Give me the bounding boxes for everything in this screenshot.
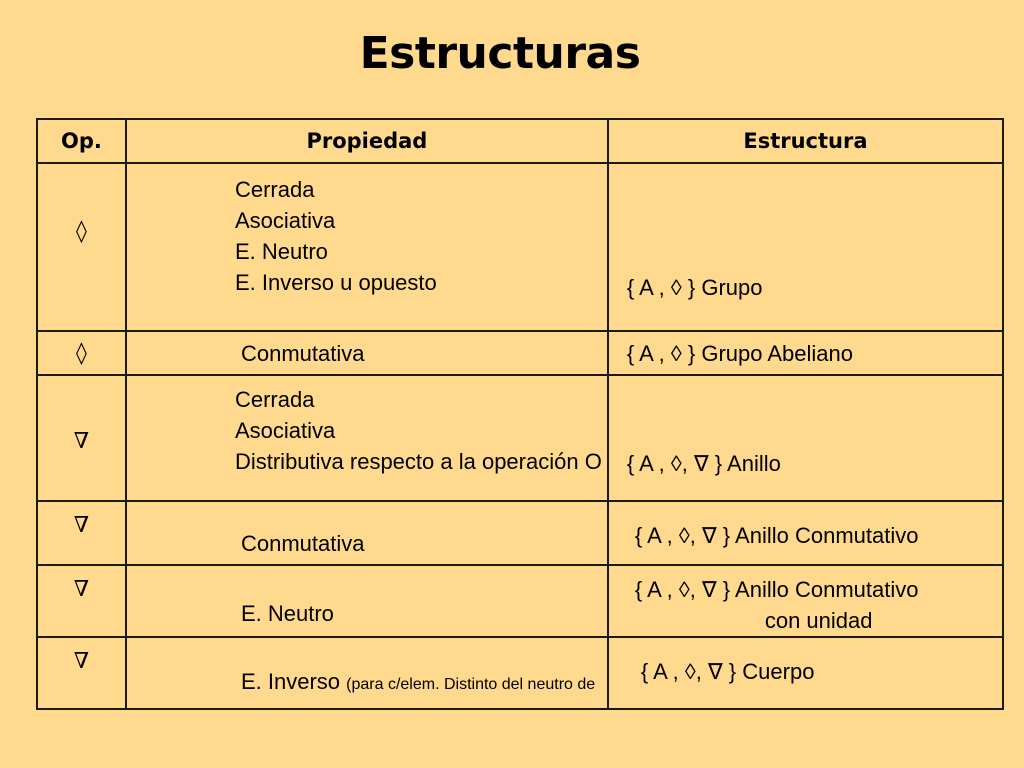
table-row (37, 565, 1003, 637)
table-row (37, 501, 1003, 565)
propiedad-cell (126, 501, 608, 565)
op-cell (37, 163, 126, 331)
structure-text: { A , ◊ } Grupo (626, 275, 763, 300)
operation-symbol: ∇ (73, 649, 90, 674)
property-text: Cerrada (234, 177, 315, 202)
table-row (37, 637, 1003, 709)
propiedad-cell (126, 637, 608, 709)
property-text: E. Neutro (234, 239, 328, 264)
property-text: E. Inverso (240, 669, 341, 694)
structure-text: con unidad (764, 608, 873, 633)
table-row (37, 375, 1003, 501)
table-header-row (37, 119, 1003, 163)
estructura-cell (608, 331, 1003, 375)
header-propiedad: Propiedad (126, 119, 608, 163)
propiedad-cell (126, 375, 608, 501)
table-row (37, 331, 1003, 375)
table-row (37, 163, 1003, 331)
estructura-cell (608, 637, 1003, 709)
op-cell (37, 375, 126, 501)
property-note: (para c/elem. Distinto del neutro de (346, 676, 596, 693)
property-text: Distributiva respecto a la operación O (234, 449, 602, 474)
estructura-cell (608, 565, 1003, 637)
property-text: Conmutativa (240, 341, 365, 366)
operation-symbol: ◊ (76, 219, 87, 244)
page-title: Estructuras (359, 28, 641, 79)
property-text: E. Neutro (240, 601, 334, 626)
structures-table (36, 118, 1004, 710)
estructura-cell (608, 375, 1003, 501)
op-cell (37, 501, 126, 565)
op-cell (37, 637, 126, 709)
estructura-cell (608, 501, 1003, 565)
propiedad-cell (126, 565, 608, 637)
property-text: Asociativa (234, 208, 336, 233)
structure-text: { A , ◊, ∇ } Cuerpo (640, 659, 815, 684)
estructura-cell (608, 163, 1003, 331)
structure-text: { A , ◊, ∇ } Anillo Conmutativo (634, 523, 919, 548)
op-cell (37, 565, 126, 637)
property-text: Conmutativa (240, 531, 365, 556)
propiedad-cell (126, 163, 608, 331)
propiedad-cell (126, 331, 608, 375)
structure-text: { A , ◊, ∇ } Anillo Conmutativo (634, 577, 919, 602)
operation-symbol: ◊ (76, 341, 87, 366)
operation-symbol: ∇ (73, 513, 90, 538)
header-op: Op. (37, 119, 126, 163)
property-text: Cerrada (234, 387, 315, 412)
op-cell (37, 331, 126, 375)
property-text: Asociativa (234, 418, 336, 443)
structure-text: { A , ◊ } Grupo Abeliano (626, 341, 853, 366)
operation-symbol: ∇ (73, 577, 90, 602)
operation-symbol: ∇ (73, 429, 90, 454)
structure-text: { A , ◊, ∇ } Anillo (626, 451, 781, 476)
property-text: E. Inverso u opuesto (234, 270, 437, 295)
header-estructura: Estructura (608, 119, 1003, 163)
